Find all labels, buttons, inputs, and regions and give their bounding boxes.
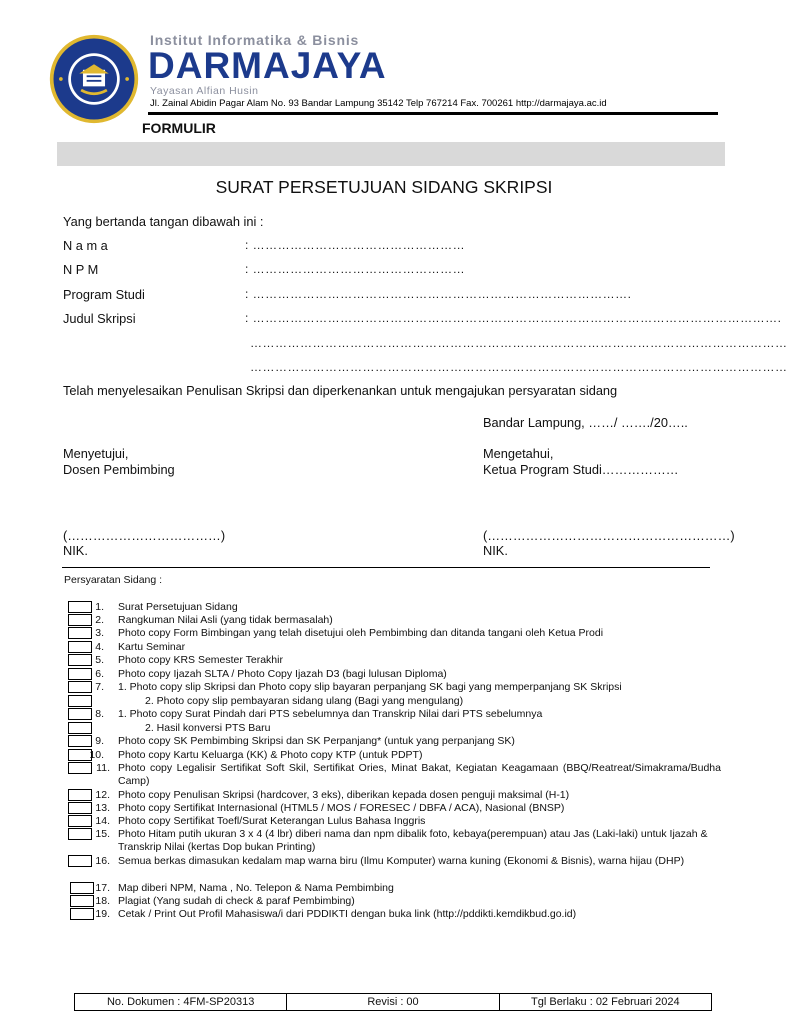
req-text: Photo copy Ijazah SLTA / Photo Copy Ijazah D3 (bagi lulusan Diploma)	[118, 668, 447, 680]
institution-name: DARMAJAYA	[148, 45, 387, 86]
req-num: 5.	[95, 654, 104, 666]
req-text: Photo copy Sertifikat Toefl/Surat Keterangan Lulus Bahasa Inggris	[118, 815, 426, 827]
document-title: SURAT PERSETUJUAN SIDANG SKRIPSI	[215, 177, 553, 197]
requirements-title: Persyaratan Sidang :	[64, 574, 163, 586]
req-text: Cetak / Print Out Profil Mahasiswa/i dari PDDIKTI dengan buka link (http://pddikti.kemdikbud.go.id)	[118, 908, 577, 920]
req-text: Plagiat (Yang sudah di check & paraf Pembimbing)	[118, 895, 355, 907]
sign-right-line1: Mengetahui,	[483, 446, 554, 461]
req-num: 3.	[95, 627, 104, 639]
institution-subtitle: Institut Informatika & Bisnis	[150, 32, 360, 48]
intro-text: Yang bertanda tangan dibawah ini :	[63, 214, 264, 229]
req-num: 14.	[95, 815, 110, 827]
field-value-judul-line3: …………………………………………………………………………………………………………………	[250, 360, 788, 374]
req-text: Surat Persetujuan Sidang	[118, 601, 238, 613]
field-value-judul-line2: …………………………………………………………………………………………………………………	[250, 336, 788, 350]
checkbox-req-8b[interactable]	[68, 722, 92, 734]
req-text: 1. Photo copy slip Skripsi dan Photo copy slip bayaran perpanjang SK bagi yang memperpanjang SK Skripsi	[118, 681, 622, 693]
req-num: 2.	[95, 614, 104, 626]
req-num: 8.	[95, 708, 104, 720]
sign-right-line2: Ketua Program Studi………………	[483, 462, 679, 477]
req-text: Photo Hitam putih ukuran 3 x 4 (4 lbr) diberi nama dan npm dibalik foto, kebaya(perempuan) atau Jas (Laki-laki) untuk Ijazah & Transkrip Nilai (kertas Dop bukan Printing)	[118, 828, 708, 854]
req-text: Photo copy KRS Semester Terakhir	[118, 654, 283, 666]
req-num: 7.	[95, 681, 104, 693]
req-num: 12.	[95, 789, 110, 801]
document-footer	[74, 993, 712, 1011]
req-text: 2. Photo copy slip pembayaran sidang ulang (Bagi yang mengulang)	[145, 695, 464, 707]
place-date: Bandar Lampung, ……/ ……./20…..	[483, 415, 688, 430]
header-rule	[148, 112, 718, 115]
footer-effective-date: Tgl Berlaku : 02 Februari 2024	[531, 996, 680, 1008]
req-num: 19.	[95, 908, 110, 920]
darmajaya-logo	[48, 33, 140, 125]
req-num: 1.	[95, 601, 104, 613]
field-label-npm: N P M	[63, 262, 99, 277]
req-num: 9.	[95, 735, 104, 747]
req-text: Kartu Seminar	[118, 641, 186, 653]
field-label-nama: N a m a	[63, 238, 108, 253]
req-text: Photo copy Form Bimbingan yang telah disetujui oleh Pembimbing dan ditanda tangani oleh Ketua Prodi	[118, 627, 604, 639]
req-num: 11.	[96, 762, 110, 774]
footer-doc-number: No. Dokumen : 4FM-SP20313	[75, 994, 287, 1010]
field-value-nama: : ……………………………………………	[245, 238, 466, 252]
statement-text: Telah menyelesaikan Penulisan Skripsi dan diperkenankan untuk mengajukan persyaratan sidang	[63, 383, 618, 398]
grey-banner	[57, 142, 725, 166]
req-text: Rangkuman Nilai Asli (yang tidak bermasalah)	[118, 614, 333, 626]
req-num: 17.	[95, 882, 110, 894]
req-num: 18.	[95, 895, 110, 907]
foundation-name: Yayasan Alfian Husin	[150, 85, 259, 97]
req-num: 15.	[95, 828, 110, 840]
checkbox-req-7b[interactable]	[68, 695, 92, 707]
field-value-npm: : ……………………………………………	[245, 262, 466, 276]
form-label: FORMULIR	[142, 120, 216, 136]
sign-left-line2: Dosen Pembimbing	[63, 462, 175, 477]
req-text: 1. Photo copy Surat Pindah dari PTS sebelumnya dan Transkrip Nilai dari PTS sebelumnya	[118, 708, 543, 720]
req-num: 10.	[89, 749, 104, 761]
req-num: 4.	[95, 641, 104, 653]
req-text: Photo copy Kartu Keluarga (KK) & Photo copy KTP (untuk PDPT)	[118, 749, 423, 761]
req-text: Photo copy Penulisan Skripsi (hardcover, 3 eks), diberikan kepada dosen penguji maksimal (H-1)	[118, 789, 570, 801]
req-text: Semua berkas dimasukan kedalam map warna biru (Ilmu Komputer) warna kuning (Ekonomi & Bisnis), warna hijau (DHP)	[118, 855, 685, 867]
req-text: 2. Hasil konversi PTS Baru	[145, 722, 271, 734]
institution-address: Jl. Zainal Abidin Pagar Alam No. 93 Bandar Lampung 35142 Telp 767214 Fax. 700261 http://darmajaya.ac.id	[150, 98, 607, 109]
req-text: Photo copy Legalisir Sertifikat Soft Skil, Sertifikat Ories, Minat Bakat, Kegiatan Keagamaan (BBQ/Reatreat/Simakrama/Budha Camp)	[118, 762, 721, 788]
sign-left-nik: NIK.	[63, 543, 88, 558]
footer-revision: Revisi : 00	[287, 994, 499, 1010]
sign-left-name: (………………………………)	[63, 528, 226, 543]
req-text: Map diberi NPM, Nama , No. Telepon & Nama Pembimbing	[118, 882, 394, 894]
field-value-prodi: : ……………………………………………………………………………….	[245, 287, 632, 301]
sign-left-line1: Menyetujui,	[63, 446, 129, 461]
req-text: Photo copy Sertifikat Internasional (HTML5 / MOS / FORESEC / DBFA / ACA), Nasional (BNSP)	[118, 802, 565, 814]
req-num: 16.	[95, 855, 110, 867]
field-label-prodi: Program Studi	[63, 287, 145, 302]
req-num: 6.	[95, 668, 104, 680]
section-divider	[62, 567, 710, 568]
req-num: 13.	[95, 802, 110, 814]
req-text: Photo copy SK Pembimbing Skripsi dan SK Perpanjang* (untuk yang perpanjang SK)	[118, 735, 515, 747]
field-label-judul: Judul Skripsi	[63, 311, 136, 326]
sign-right-name: (…………………………………………………)	[483, 528, 735, 543]
field-value-judul: : ……………………………………………………………………………………………………………….	[245, 311, 782, 325]
sign-right-nik: NIK.	[483, 543, 508, 558]
